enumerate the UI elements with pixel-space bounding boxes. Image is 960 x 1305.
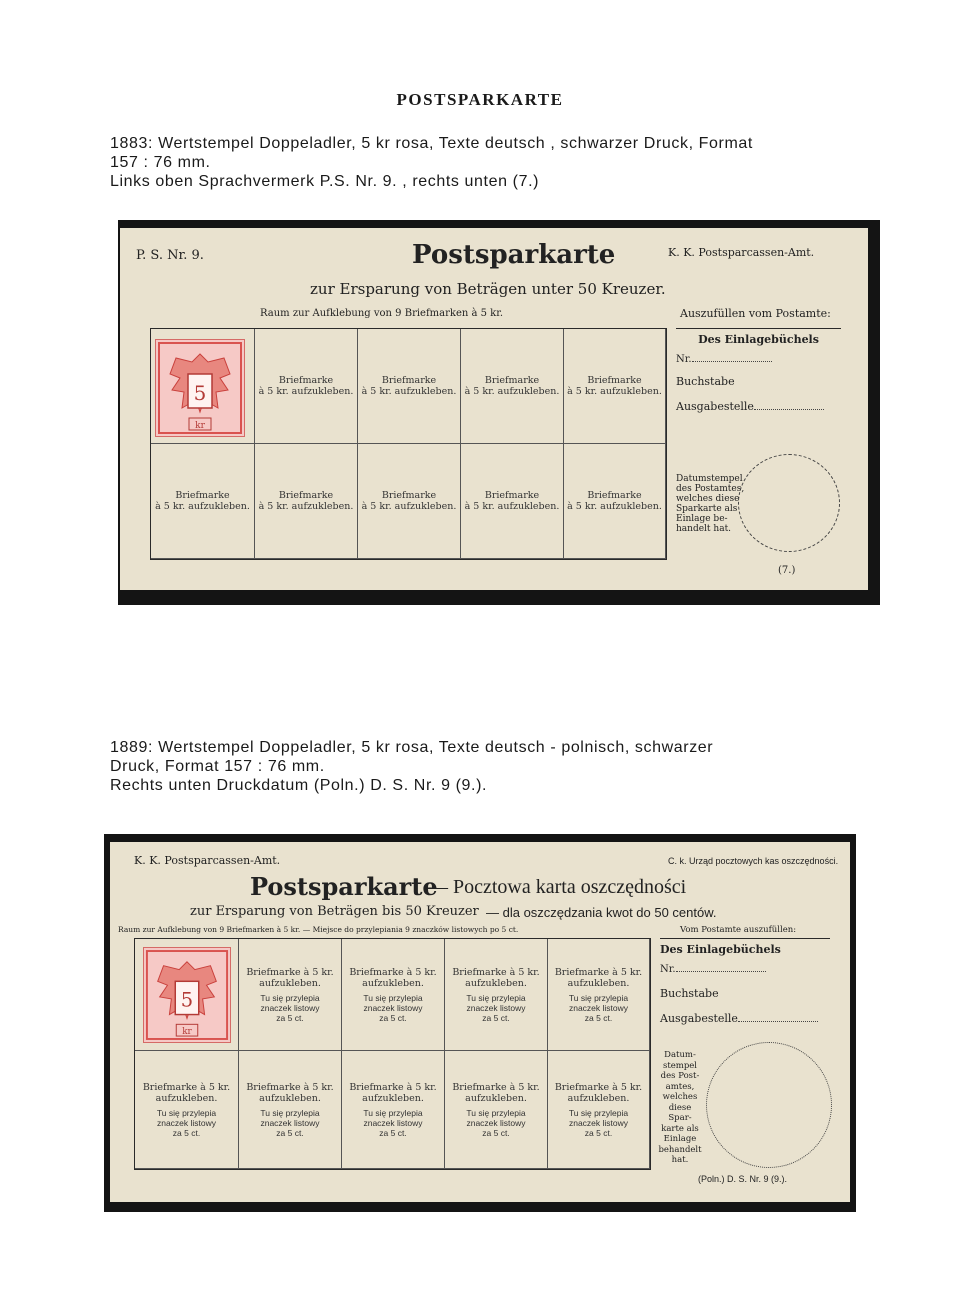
stamp-cell: Briefmarke à 5 kr. aufzukleben. Tu się przylepia znaczek listowy za 5 ct.	[445, 1051, 548, 1169]
post-office-fields	[660, 938, 830, 1025]
stamp-grid	[134, 938, 651, 1170]
page-title: POSTSPARKARTE	[396, 90, 564, 109]
stamp-cell: Briefmarke à 5 kr. aufzukleben.	[255, 444, 358, 559]
office-name: K. K. Postsparcassen-Amt.	[134, 854, 281, 867]
stamp-cell: Briefmarke à 5 kr. aufzukleben.	[151, 444, 255, 559]
double-eagle-icon	[156, 340, 244, 436]
stamp-cell: Briefmarke à 5 kr. aufzukleben. Tu się przylepia znaczek listowy za 5 ct.	[135, 1051, 239, 1169]
card-title: Postsparkarte	[250, 872, 438, 901]
fill-note: Auszufüllen vom Postamte:	[680, 307, 831, 320]
book-title: Des Einlagebüchels	[676, 328, 841, 346]
book-title: Des Einlagebüchels	[660, 938, 830, 956]
post-office-fields	[676, 328, 841, 413]
ps-note: P. S. Nr. 9.	[136, 248, 204, 263]
description-line: 1883: Wertstempel Doppeladler, 5 kr rosa, Texte deutsch , schwarzer Druck, Format	[110, 135, 753, 152]
svg-text:5: 5	[180, 988, 194, 1012]
card-subtitle-polish: — dla oszczędzania kwot do 50 centów.	[486, 905, 717, 920]
stamp-grid	[150, 328, 667, 560]
stamp-cell: Briefmarke à 5 kr. aufzukleben. Tu się przylepia znaczek listowy za 5 ct.	[445, 939, 548, 1051]
nr-field: Nr.	[660, 964, 830, 975]
description-line: Rechts unten Druckdatum (Poln.) D. S. Nr. 9 (9.).	[110, 777, 488, 794]
stamp-cell: Briefmarke à 5 kr. aufzukleben.	[461, 444, 564, 559]
description-line: Links oben Sprachvermerk P.S. Nr. 9. , rechts unten (7.)	[110, 173, 540, 190]
svg-text:kr: kr	[182, 1027, 192, 1038]
office-name: K. K. Postsparcassen-Amt.	[668, 246, 815, 259]
description-line: 1889: Wertstempel Doppeladler, 5 kr rosa, Texte deutsch - polnisch, schwarzer	[110, 739, 714, 756]
fill-note: Vom Postamte auszufüllen:	[680, 925, 797, 935]
datestamp-note: Datumstempel des Postamtes, welches diese Sparkarte als Einlage be- handelt hat.	[676, 474, 745, 534]
stamp-cell: Briefmarke à 5 kr. aufzukleben. Tu się przylepia znaczek listowy za 5 ct.	[548, 939, 650, 1051]
stamp-cell: Briefmarke à 5 kr. aufzukleben. Tu się przylepia znaczek listowy za 5 ct.	[239, 939, 342, 1051]
imprinted-stamp	[143, 947, 231, 1043]
print-date: (7.)	[778, 565, 796, 576]
stamp-cell: Briefmarke à 5 kr. aufzukleben. Tu się przylepia znaczek listowy za 5 ct.	[342, 939, 445, 1051]
issuer-field: Ausgabestelle	[660, 1012, 830, 1025]
imprinted-stamp-cell	[151, 329, 255, 444]
letter-field: Buchstabe	[660, 987, 719, 1000]
postcard-1889	[110, 842, 850, 1202]
svg-text:kr: kr	[195, 421, 205, 431]
stamp-cell: Briefmarke à 5 kr. aufzukleben.	[255, 329, 358, 444]
double-eagle-icon	[144, 948, 230, 1042]
description-1889	[110, 738, 900, 795]
office-name-polish: C. k. Urząd pocztowych kas oszczędności.	[668, 856, 839, 866]
stamp-cell: Briefmarke à 5 kr. aufzukleben. Tu się przylepia znaczek listowy za 5 ct.	[548, 1051, 650, 1169]
stamp-cell: Briefmarke à 5 kr. aufzukleben.	[461, 329, 564, 444]
datestamp-circle	[738, 454, 840, 552]
letter-field: Buchstabe	[676, 375, 735, 388]
stamp-cell: Briefmarke à 5 kr. aufzukleben.	[358, 329, 461, 444]
stamp-cell: Briefmarke à 5 kr. aufzukleben.	[358, 444, 461, 559]
nr-field: Nr.	[676, 354, 841, 365]
svg-text:5: 5	[193, 381, 207, 405]
datestamp-note: Datum- stempel des Post- amtes, welches diese Spar- karte als Einlage behandelt hat.	[658, 1050, 702, 1165]
card-title: Postsparkarte	[412, 240, 616, 270]
card-subtitle: zur Ersparung von Beträgen bis 50 Kreuzer	[190, 904, 479, 919]
issuer-field: Ausgabestelle	[676, 400, 841, 413]
imprinted-stamp	[155, 339, 245, 437]
space-note: Raum zur Aufklebung von 9 Briefmarken à 5 kr.	[260, 308, 504, 319]
description-1883	[110, 134, 900, 191]
stamp-cell: Briefmarke à 5 kr. aufzukleben. Tu się przylepia znaczek listowy za 5 ct.	[239, 1051, 342, 1169]
datestamp-circle	[706, 1042, 832, 1168]
description-line: Druck, Format 157 : 76 mm.	[110, 758, 325, 775]
description-line: 157 : 76 mm.	[110, 154, 211, 171]
print-date: (Poln.) D. S. Nr. 9 (9.).	[698, 1174, 788, 1184]
card-subtitle: zur Ersparung von Beträgen unter 50 Kreuzer.	[310, 280, 666, 298]
stamp-cell: Briefmarke à 5 kr. aufzukleben. Tu się przylepia znaczek listowy za 5 ct.	[342, 1051, 445, 1169]
space-note: Raum zur Aufklebung von 9 Briefmarken à 5 kr. — Miejsce do przylepiania 9 znaczków listowych po 5 ct.	[118, 925, 519, 934]
imprinted-stamp-cell	[135, 939, 239, 1051]
postcard-1883	[120, 228, 868, 590]
stamp-cell: Briefmarke à 5 kr. aufzukleben.	[564, 444, 666, 559]
card-title-polish: — Pocztowa karta oszczędności	[428, 876, 687, 898]
stamp-cell: Briefmarke à 5 kr. aufzukleben.	[564, 329, 666, 444]
